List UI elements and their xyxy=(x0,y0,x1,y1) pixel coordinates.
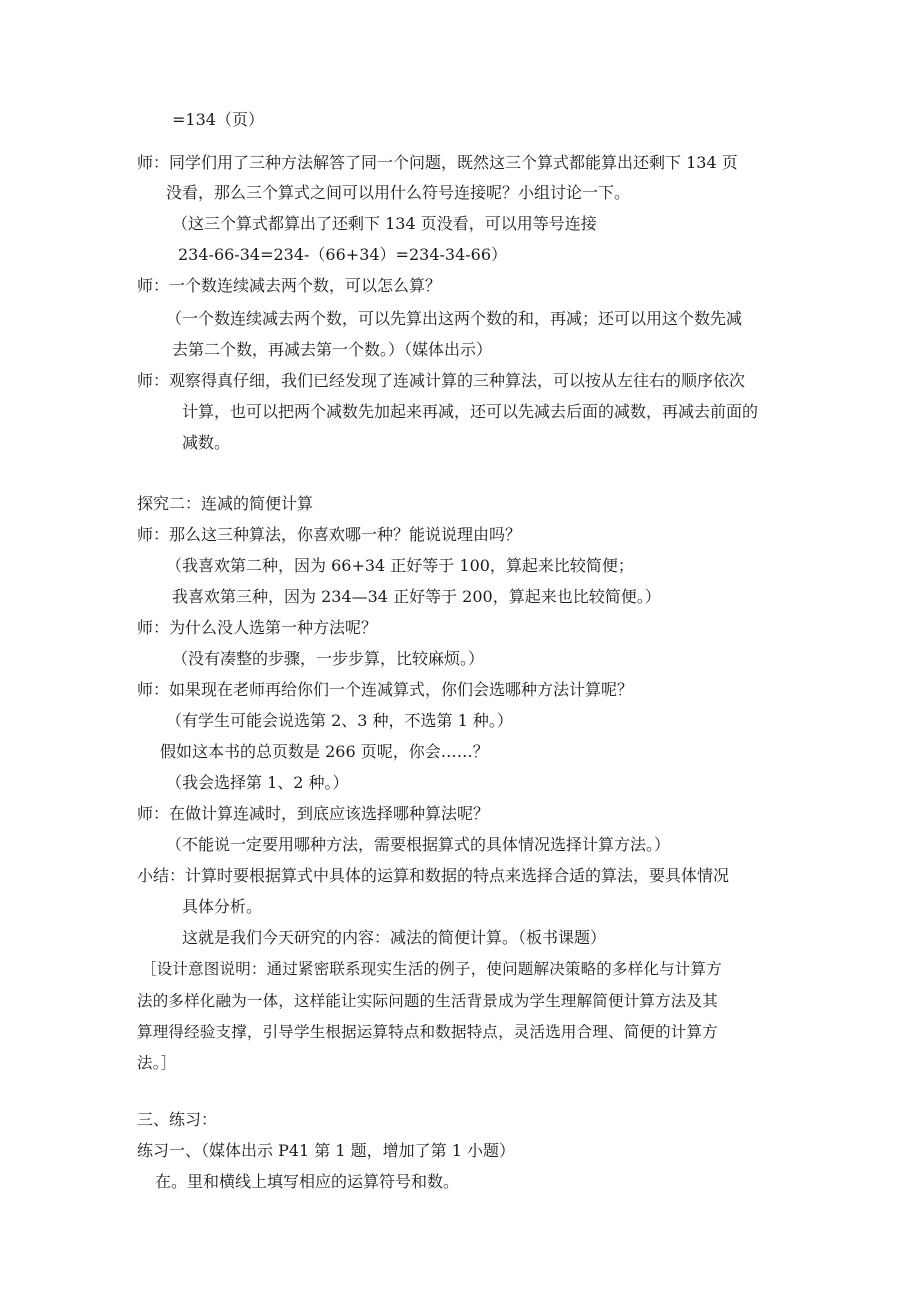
exercise-title: 练习一、（媒体出示 P41 第 1 题，增加了第 1 小题） xyxy=(137,1141,516,1160)
student-answer: （我喜欢第二种，因为 66+34 正好等于 100，算起来比较简便； xyxy=(166,556,634,575)
design-note: 法。］ xyxy=(137,1054,177,1072)
teacher-line-cont: 计算，也可以把两个减数先加起来再减，还可以先减去后面的减数，再减去前面的 xyxy=(182,402,759,421)
teacher-line: 师：为什么没人选第一种方法呢？ xyxy=(137,618,378,637)
teacher-line-cont: 没看，那么三个算式之间可以用什么符号连接呢？小组讨论一下。 xyxy=(166,183,631,202)
lesson-topic: 这就是我们今天研究的内容：减法的简便计算。（板书课题） xyxy=(182,928,607,947)
summary-line: 小结：计算时要根据算式中具体的运算和数据的特点来选择合适的算法，要具体情况 xyxy=(137,866,730,885)
student-answer: （一个数连续减去两个数，可以先算出这两个数的和，再减；还可以用这个数先减 xyxy=(166,309,743,328)
teacher-line: 师：在做计算连减时，到底应该选择哪种算法呢？ xyxy=(137,804,490,823)
design-note: ［设计意图说明：通过紧密联系现实生活的例子，使问题解决策略的多样化与计算方 xyxy=(141,960,722,978)
teacher-line: 师：如果现在老师再给你们一个连减算式，你们会选哪种方法计算呢？ xyxy=(137,680,634,699)
summary-line-cont: 具体分析。 xyxy=(182,897,263,916)
teacher-line-cont: 减数。 xyxy=(182,433,231,452)
student-answer: （我会选择第 1、2 种。） xyxy=(166,773,349,792)
student-answer: （有学生可能会说选第 2、3 种，不选第 1 种。） xyxy=(166,711,513,730)
student-answer-cont: 我喜欢第三种，因为 234—34 正好等于 200，算起来也比较简便。） xyxy=(172,587,661,606)
teacher-line: 师：观察得真仔细，我们已经发现了连减计算的三种算法，可以按从左往右的顺序依次 xyxy=(137,371,746,390)
student-answer: （不能说一定要用哪种方法，需要根据算式的具体情况选择计算方法。） xyxy=(166,835,671,854)
teacher-line: 师：那么这三种算法，你喜欢哪一种？能说说理由吗？ xyxy=(137,525,522,544)
design-note: 算理得经验支撑，引导学生根据运算特点和数据特点，灵活选用合理、简便的计算方 xyxy=(137,1023,718,1041)
student-answer-cont: 去第二个数，再减去第一个数。）（媒体出示） xyxy=(172,340,493,359)
section-heading: 探究二：连减的简便计算 xyxy=(137,494,314,513)
equation-line: 234-66-34=234-（66+34）=234-34-66） xyxy=(178,245,508,264)
section-heading: 三、练习： xyxy=(137,1110,218,1129)
student-answer: （没有凑整的步骤，一步步算，比较麻烦。） xyxy=(172,649,485,668)
student-answer: （这三个算式都算出了还剩下 134 页没看，可以用等号连接 xyxy=(172,214,597,233)
teacher-question: 假如这本书的总页数是 266 页呢，你会……？ xyxy=(160,742,489,761)
teacher-line: 师：同学们用了三种方法解答了同一个问题，既然这三个算式都能算出还剩下 134 页 xyxy=(137,153,738,172)
teacher-line: 师：一个数连续减去两个数，可以怎么算？ xyxy=(137,276,442,295)
exercise-instruction: 在。里和横线上填写相应的运算符号和数。 xyxy=(155,1172,460,1191)
equation-result: =134（页） xyxy=(172,110,264,129)
design-note: 法的多样化融为一体，这样能让实际问题的生活背景成为学生理解简便计算方法及其 xyxy=(137,992,718,1010)
